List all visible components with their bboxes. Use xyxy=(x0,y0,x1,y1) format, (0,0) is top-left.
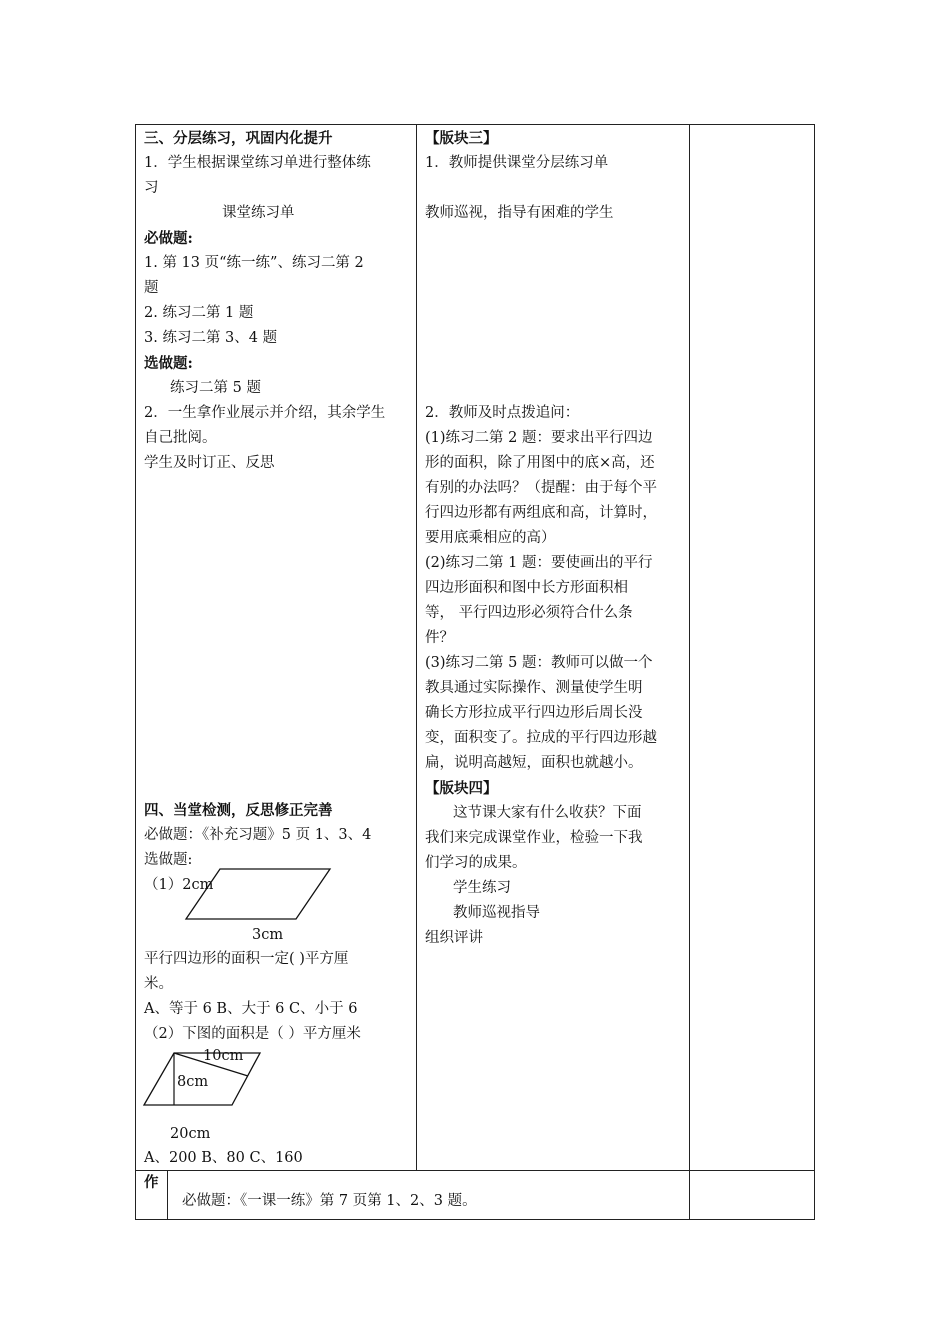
column-divider-1 xyxy=(416,124,417,1170)
mid-summary-line1: 这节课大家有什么收获？下面 xyxy=(453,805,642,821)
mid-q3-line5: 扁，说明高越短，面积也就越小。 xyxy=(425,755,643,771)
mid-q3-line3: 确长方形拉成平行四边形后周长没 xyxy=(425,705,643,721)
mid-patrol: 教师巡视指导 xyxy=(453,905,540,921)
left-column-section4 xyxy=(144,798,412,873)
mid-q1-line4: 行四边形都有两组底和高，计算时， xyxy=(425,505,657,521)
mid-q1-line5: 要用底乘相应的高） xyxy=(425,530,556,546)
block4-heading: 【版块四】 xyxy=(425,780,498,797)
mid-q1-line1: (1)练习二第 2 题：要求出平行四边 xyxy=(425,430,653,446)
mid-practice: 学生练习 xyxy=(453,880,511,896)
homework-content: 必做题：《一课一练》第 7 页第 1、2、3 题。 xyxy=(182,1193,477,1209)
mid-q2-line3: 等， 平行四边形必须符合什么条 xyxy=(425,605,633,621)
q1-base-label: 3cm xyxy=(252,927,284,943)
q1-question xyxy=(144,947,412,1047)
item2-line1: 2．一生拿作业展示并介绍，其余学生 xyxy=(144,405,386,421)
item1-line2: 习 xyxy=(144,180,159,196)
q1-parallelogram xyxy=(186,869,330,919)
section4-heading: 四、当堂检测，反思修正完善 xyxy=(144,802,333,819)
mid-q3-line2: 教具通过实际操作、测量使学生明 xyxy=(425,680,643,696)
mid-line-3: 2．教师及时点拨追问： xyxy=(425,405,580,421)
mid-q3-line1: (3)练习二第 5 题：教师可以做一个 xyxy=(425,655,653,671)
mid-q3-line4: 变，面积变了。拉成的平行四边形越 xyxy=(425,730,657,746)
mid-q2-line4: 件？ xyxy=(425,630,454,646)
mid-q1-line2: 形的面积，除了用图中的底×高，还 xyxy=(425,455,655,471)
item1-line1: 1．学生根据课堂练习单进行整体练 xyxy=(144,155,371,171)
required-label: 必做题: xyxy=(144,230,193,247)
optional-item-1: 练习二第 5 题 xyxy=(170,380,261,396)
mid-q2-line1: (2)练习二第 1 题：要使画出的平行 xyxy=(425,555,653,571)
item2-line3: 学生及时订正、反思 xyxy=(144,455,275,471)
section3-heading: 三、分层练习，巩固内化提升 xyxy=(144,130,333,147)
q2-height-label: 8cm xyxy=(177,1074,209,1090)
q1-text-line1: 平行四边形的面积一定( )平方厘 xyxy=(144,951,349,967)
q1-side-label: （1）2cm xyxy=(144,877,214,893)
left-column xyxy=(144,126,412,476)
q2-base-label: 20cm xyxy=(170,1126,211,1142)
required-item-2: 2. 练习二第 1 题 xyxy=(144,305,254,321)
optional-label: 选做题: xyxy=(144,355,193,372)
q1-parallelogram-figure xyxy=(180,866,336,922)
mid-q1-line3: 有别的办法吗？（提醒：由于每个平 xyxy=(425,480,657,496)
mid-review: 组织评讲 xyxy=(425,930,483,946)
block3-heading: 【版块三】 xyxy=(425,130,498,147)
q1-text-line2: 米。 xyxy=(144,976,173,992)
middle-column xyxy=(425,126,687,951)
mid-summary-line2: 我们来完成课堂作业，检验一下我 xyxy=(425,830,643,846)
q2-top-label: 10cm xyxy=(203,1048,244,1064)
q2-options: A、200 B、80 C、160 xyxy=(144,1150,303,1166)
mid-q2-line2: 四边形面积和图中长方形面积相 xyxy=(425,580,628,596)
q2-text: （2）下图的面积是（ ）平方厘米 xyxy=(144,1026,361,1042)
required-item-3: 3. 练习二第 3、4 题 xyxy=(144,330,278,346)
required-item-1-line1: 1. 第 13 页“练一练”、练习二第 2 xyxy=(144,255,364,271)
mid-line-1: 1．教师提供课堂分层练习单 xyxy=(425,155,609,171)
homework-label: 作 xyxy=(144,1174,159,1191)
homework-label-divider xyxy=(167,1170,168,1220)
item2-line2: 自己批阅。 xyxy=(144,430,217,446)
mid-line-2: 教师巡视，指导有困难的学生 xyxy=(425,205,614,221)
worksheet-title: 课堂练习单 xyxy=(222,205,295,221)
section4-required: 必做题：《补充习题》5 页 1、3、4 xyxy=(144,827,372,843)
mid-summary-line3: 们学习的成果。 xyxy=(425,855,527,871)
section4-optional: 选做题: xyxy=(144,852,193,868)
q1-options: A、等于 6 B、大于 6 C、小于 6 xyxy=(144,1001,358,1017)
required-item-1-line2: 题 xyxy=(144,280,159,296)
column-divider-2 xyxy=(689,124,690,1220)
